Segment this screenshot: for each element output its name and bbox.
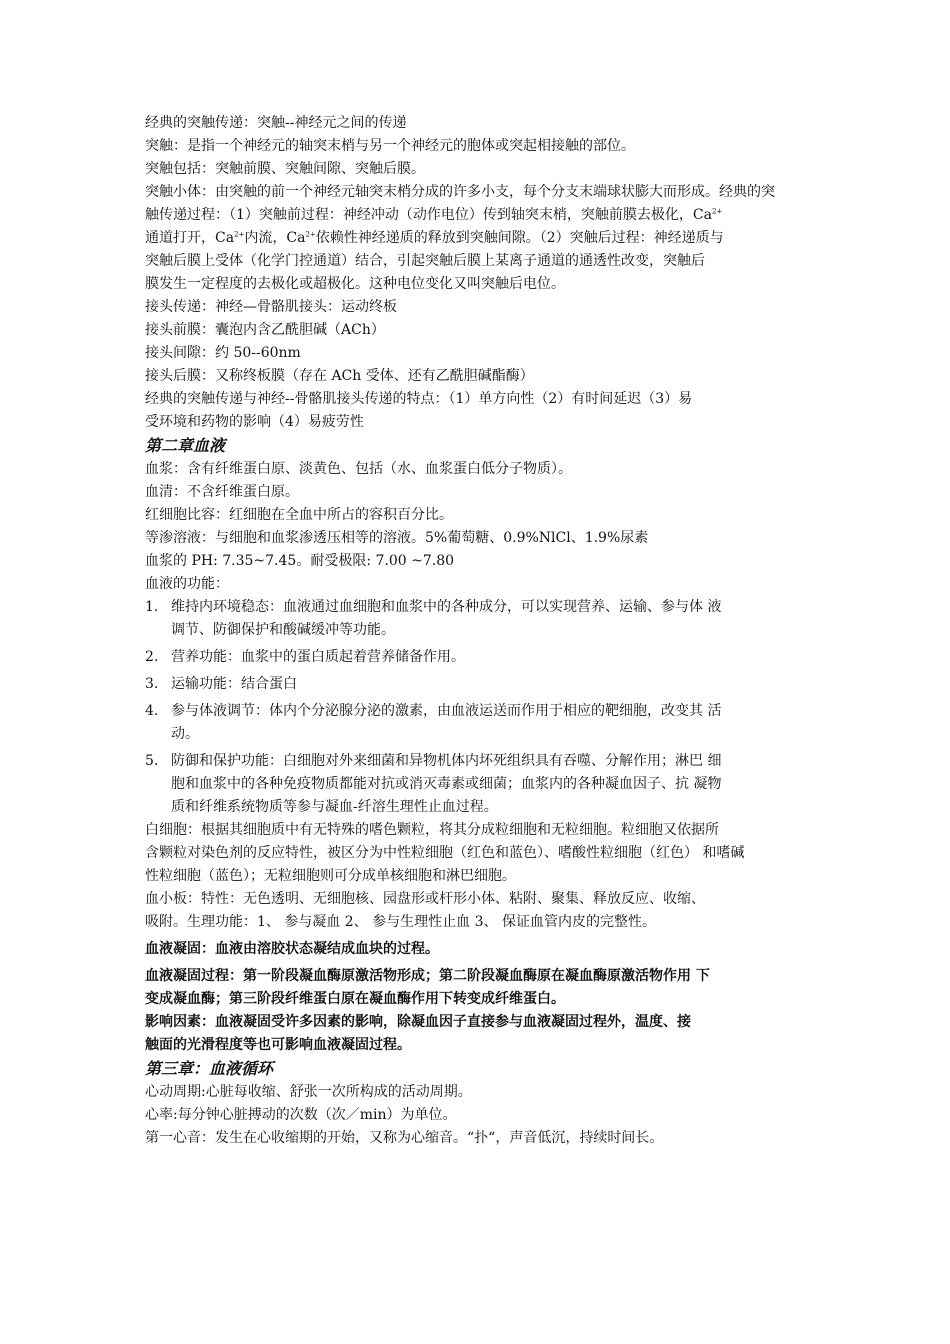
- text-line: 突触：是指一个神经元的轴突末梢与另一个神经元的胞体或突起相接触的部位。: [145, 138, 635, 154]
- bold-line: 影响因素：血液凝固受许多因素的影响，除凝血因子直接参与血液凝固过程外，温度、接: [145, 1014, 691, 1030]
- text-line: 膜发生一定程度的去极化或超极化。这种电位变化又叫突触后电位。: [145, 276, 565, 292]
- text-line: 性粒细胞（蓝色）；无粒细胞则可分成单核细胞和淋巴细胞。: [145, 868, 516, 884]
- bold-line: 触面的光滑程度等也可影响血液凝固过程。: [145, 1037, 411, 1053]
- text-line: 血清：不含纤维蛋白原。: [145, 484, 299, 500]
- text-line: 突触包括：突触前膜、突触间隙、突触后膜。: [145, 161, 425, 177]
- chapter-2-heading: 第二章血液: [145, 436, 226, 455]
- text-line: 接头传递：神经—骨骼肌接头：运动终板: [145, 299, 397, 315]
- text-line: 突触小体：由突触的前一个神经元轴突末梢分成的许多小支，每个分支末端球状膨大而形成。经典的突: [145, 184, 775, 200]
- text-line: 心率:每分钟心脏搏动的次数（次／min）为单位。: [145, 1107, 457, 1123]
- text-line: 红细胞比容：红细胞在全血中所占的容积百分比。: [145, 507, 453, 523]
- bold-line: 血液凝固：血液由溶胶状态凝结成血块的过程。: [145, 941, 439, 957]
- text-line: 接头间隙：约 50--60nm: [145, 345, 301, 361]
- text-line: 吸附。生理功能：1、 参与凝血 2、 参与生理性止血 3、 保证血管内皮的完整性。: [145, 914, 656, 930]
- text-line: 经典的突触传递：突触--神经元之间的传递: [145, 115, 407, 131]
- text-line: 突触后膜上受体（化学门控通道）结合，引起突触后膜上某离子通道的通透性改变，突触后: [145, 253, 705, 269]
- list-item: 1. 维持内环境稳态：血液通过血细胞和血浆中的各种成分，可以实现营养、运输、参与体 液 调节、防御保护和酸碱缓冲等功能。: [145, 599, 722, 638]
- chapter-3-heading: 第三章：血液循环: [145, 1059, 274, 1078]
- blood-function-list: [145, 596, 815, 819]
- text-line: 接头后膜：又称终板膜（存在 ACh 受体、还有乙酰胆碱酯酶）: [145, 368, 534, 384]
- text-line: 血浆的 PH: 7.35~7.45。耐受极限: 7.00 ~7.80: [145, 553, 455, 569]
- text-line: 血液的功能：: [145, 576, 229, 592]
- text-line: 含颗粒对染色剂的反应特性，被区分为中性粒细胞（红色和蓝色）、嗜酸性粒细胞（红色） 和嗜碱: [145, 845, 745, 861]
- text-line: 血小板：特性：无色透明、无细胞核、园盘形或杆形小体、粘附、聚集、释放反应、收缩、: [145, 891, 705, 907]
- text-line: 经典的突触传递与神经--骨骼肌接头传递的特点：（1）单方向性（2）有时间延迟（3）易: [145, 391, 693, 407]
- text-line: 接头前膜：囊泡内含乙酰胆碱（ACh）: [145, 322, 385, 338]
- text-line: 第一心音：发生在心收缩期的开始，又称为心缩音。“扑“，声音低沉，持续时间长。: [145, 1130, 664, 1146]
- text-line: 通道打开，$Ca^{2+}$内流，$Ca^{2+}$依赖性神经递质的释放到突触间隙。（2）突触后过程：神经递质与: [145, 230, 724, 246]
- text-line: 受环境和药物的影响（4）易疲劳性: [145, 414, 364, 430]
- text-line: 心动周期:心脏每收缩、舒张一次所构成的活动周期。: [145, 1084, 472, 1100]
- synapse-paragraph: [145, 181, 815, 296]
- bold-line: 变成凝血酶；第三阶段纤维蛋白原在凝血酶作用下转变成纤维蛋白。: [145, 991, 565, 1007]
- list-item: 5. 防御和保护功能：白细胞对外来细菌和异物机体内坏死组织具有吞噬、分解作用；淋巴 细 胞和血浆中的各种免疫物质都能对抗或消灭毒素或细菌；血浆内的各种凝血因子、抗 凝物 质和纤维系统物质等参与凝血-纤溶生理性止血过程。: [145, 753, 722, 815]
- list-item: 3. 运输功能：结合蛋白: [145, 676, 297, 692]
- document-body: [145, 112, 815, 1150]
- text-line: 等渗溶液：与细胞和血浆渗透压相等的溶液。5%葡萄糖、0.9%NlCl、1.9%尿素: [145, 530, 649, 546]
- text-line: 血浆：含有纤维蛋白原、淡黄色、包括（水、血浆蛋白低分子物质）。: [145, 461, 572, 477]
- list-item: 2. 营养功能：血浆中的蛋白质起着营养储备作用。: [145, 649, 465, 665]
- text-line: 触传递过程：（1）突触前过程：神经冲动（动作电位）传到轴突末梢，突触前膜去极化，$Ca^{2+}$: [145, 207, 723, 223]
- list-item: 4. 参与体液调节：体内个分泌腺分泌的激素，由血液运送而作用于相应的靶细胞，改变其 活 动。: [145, 703, 722, 742]
- text-line: 白细胞：根据其细胞质中有无特殊的嗜色颗粒，将其分成粒细胞和无粒细胞。粒细胞又依据所: [145, 822, 719, 838]
- bold-line: 血液凝固过程：第一阶段凝血酶原激活物形成；第二阶段凝血酶原在凝血酶原激活物作用 下: [145, 968, 710, 984]
